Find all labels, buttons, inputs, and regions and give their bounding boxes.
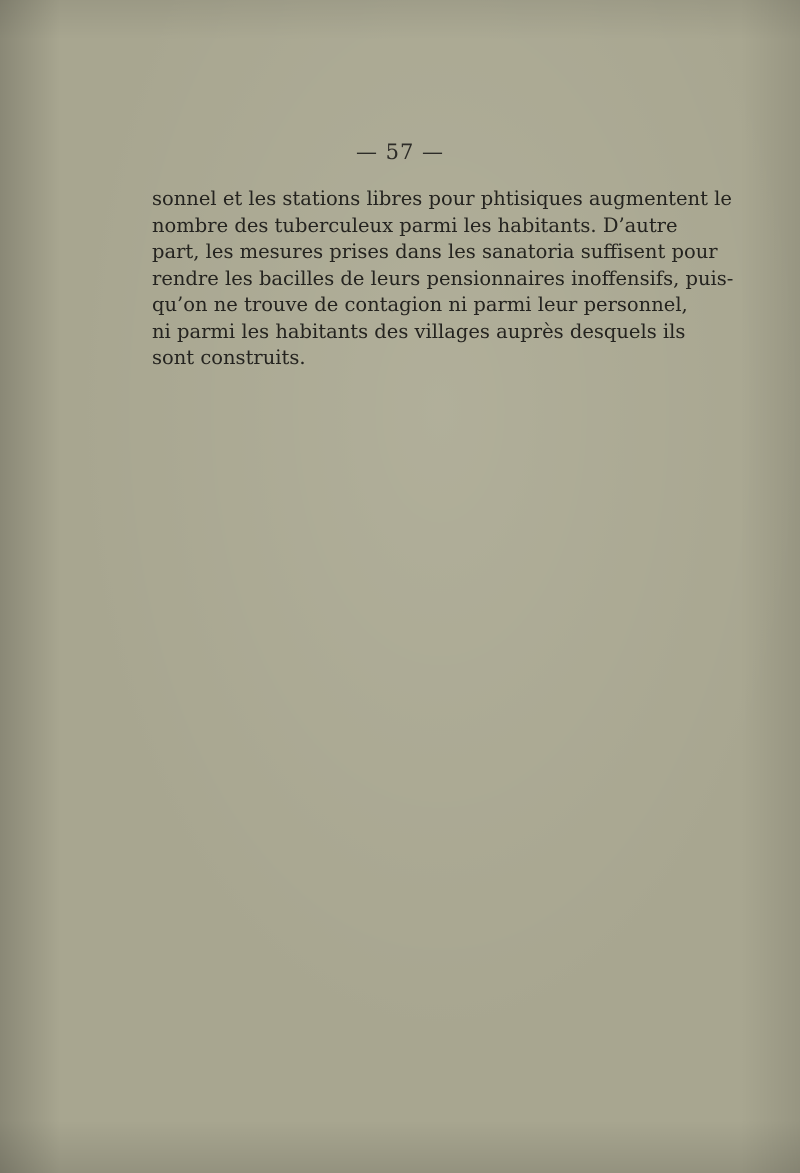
text-line-2: nombre des tuberculeux parmi les habitants. D’autre [152, 213, 678, 237]
text-line-1: sonnel et les stations libres pour phtisiques augmentent le [152, 187, 732, 210]
text-line-6: ni parmi les habitants des villages auprès desquels ils [152, 319, 686, 343]
text-line-3: part, les mesures prises dans les sanatoria suffisent pour [152, 240, 718, 263]
text-line-7: sont construits. [152, 346, 306, 369]
text-line-4: rendre les bacilles de leurs pensionnaires inoffensifs, puis- [152, 266, 734, 290]
paragraph [152, 186, 734, 372]
text-line-5: qu’on ne trouve de contagion ni parmi leur personnel, [152, 293, 688, 316]
page-number: — 57 — [355, 140, 445, 164]
